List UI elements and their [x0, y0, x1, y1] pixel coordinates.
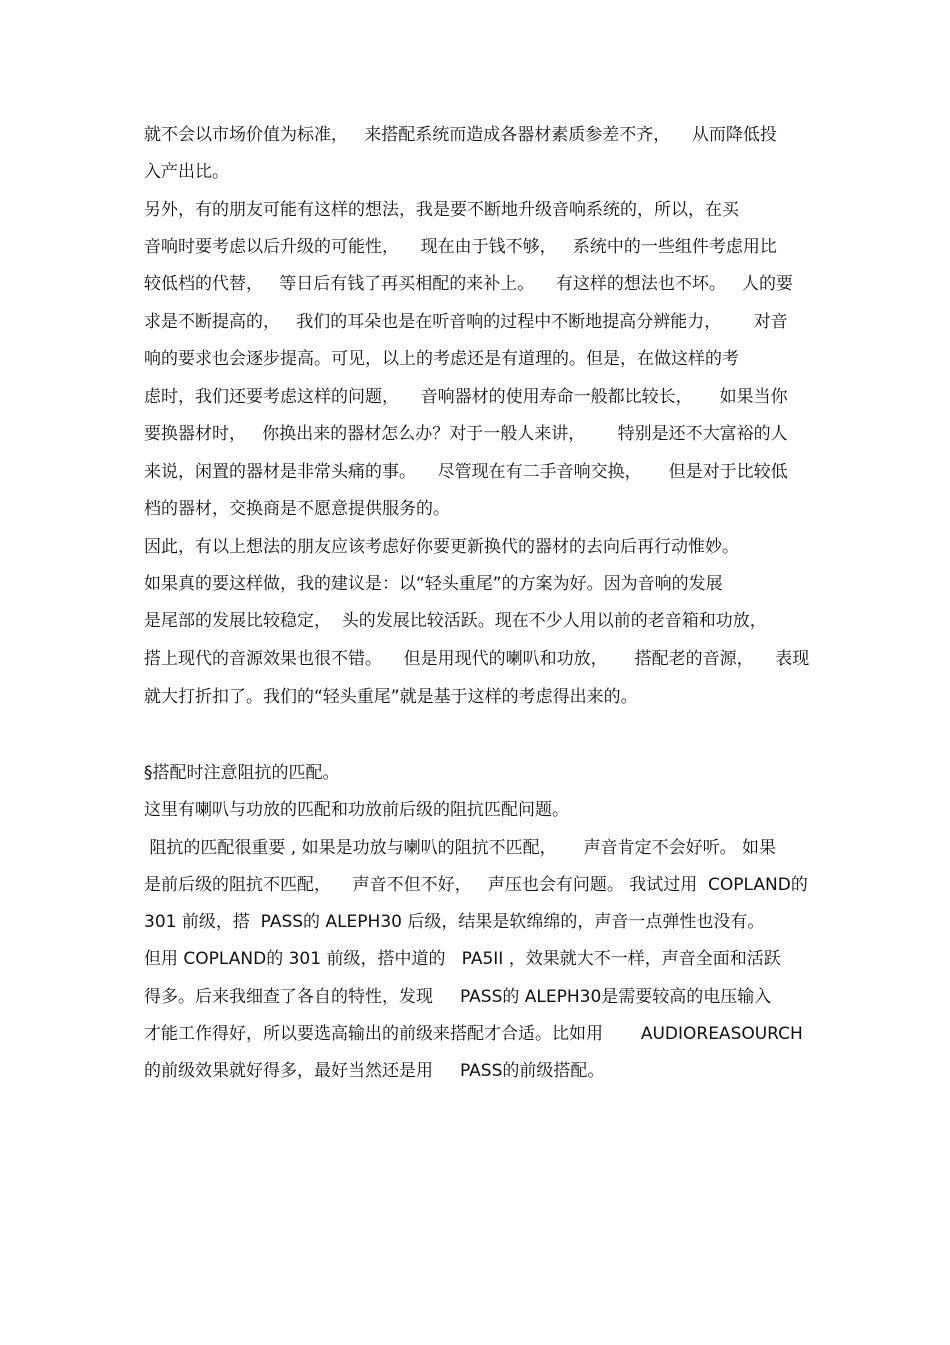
- text-line: 是前后级的阻抗不匹配， 声音不但不好， 声压也会有问题。 我试过用 COPLAND的: [144, 875, 808, 895]
- text-line: 虑时，我们还要考虑这样的问题， 音响器材的使用寿命一般都比较长， 如果当你: [144, 387, 788, 407]
- text-line: 就不会以市场价值为标准， 来搭配系统而造成各器材素质参差不齐， 从而降低投: [144, 125, 777, 145]
- section-heading: §搭配时注意阻抗的匹配。: [144, 763, 340, 783]
- text-line: 入产出比。: [144, 162, 229, 182]
- text-line: 这里有喇叭与功放的匹配和功放前后级的阻抗匹配问题。: [144, 800, 569, 820]
- text-line: 来说，闲置的器材是非常头痛的事。 尽管现在有二手音响交换， 但是对于比较低: [144, 462, 788, 482]
- text-line: 才能工作得好，所以要选高输出的前级来搭配才合适。比如用 AUDIOREASOURCH: [144, 1024, 803, 1044]
- text-line: 求是不断提高的， 我们的耳朵也是在听音响的过程中不断地提高分辨能力， 对音: [144, 312, 788, 332]
- text-line: 因此，有以上想法的朋友应该考虑好你要更新换代的器材的去向后再行动惟妙。: [144, 537, 739, 557]
- text-line: 档的器材，交换商是不愿意提供服务的。: [144, 499, 450, 519]
- text-line: 得多。后来我细查了各自的特性，发现 PASS的 ALEPH30是需要较高的电压输入: [144, 987, 772, 1007]
- text-line: 301 前级，搭 PASS的 ALEPH30 后级，结果是软绵绵的，声音一点弹性也没有。: [144, 912, 765, 932]
- text-line: 较低档的代替， 等日后有钱了再买相配的来补上。 有这样的想法也不坏。 人的要: [144, 274, 794, 294]
- text-line: 音响时要考虑以后升级的可能性， 现在由于钱不够， 系统中的一些组件考虑用比: [144, 237, 777, 257]
- text-line: 是尾部的发展比较稳定， 头的发展比较活跃。现在不少人用以前的老音箱和功放，: [144, 611, 767, 631]
- text-line: 的前级效果就好得多，最好当然还是用 PASS的前级搭配。: [144, 1061, 605, 1081]
- text-line: 另外，有的朋友可能有这样的想法，我是要不断地升级音响系统的，所以，在买: [144, 200, 739, 220]
- text-line: 就大打折扣了。我们的“轻头重尾”就是基于这样的考虑得出来的。: [144, 687, 638, 707]
- text-line: 如果真的要这样做，我的建议是：以“轻头重尾”的方案为好。因为音响的发展: [144, 574, 723, 594]
- text-line: 但用 COPLAND的 301 前级，搭中道的 PA5II ，效果就大不一样，声音全面和活跃: [144, 949, 781, 969]
- text-line: 要换器材时， 你换出来的器材怎么办？对于一般人来讲， 特别是还不大富裕的人: [144, 424, 788, 444]
- text-line: 阻抗的匹配很重要 , 如果是功放与喇叭的阻抗不匹配， 声音肯定不会好听。 如果: [144, 838, 777, 858]
- text-line: 搭上现代的音源效果也很不错。 但是用现代的喇叭和功放， 搭配老的音源， 表现: [144, 649, 810, 669]
- text-line: 响的要求也会逐步提高。可见，以上的考虑还是有道理的。但是，在做这样的考: [144, 349, 739, 369]
